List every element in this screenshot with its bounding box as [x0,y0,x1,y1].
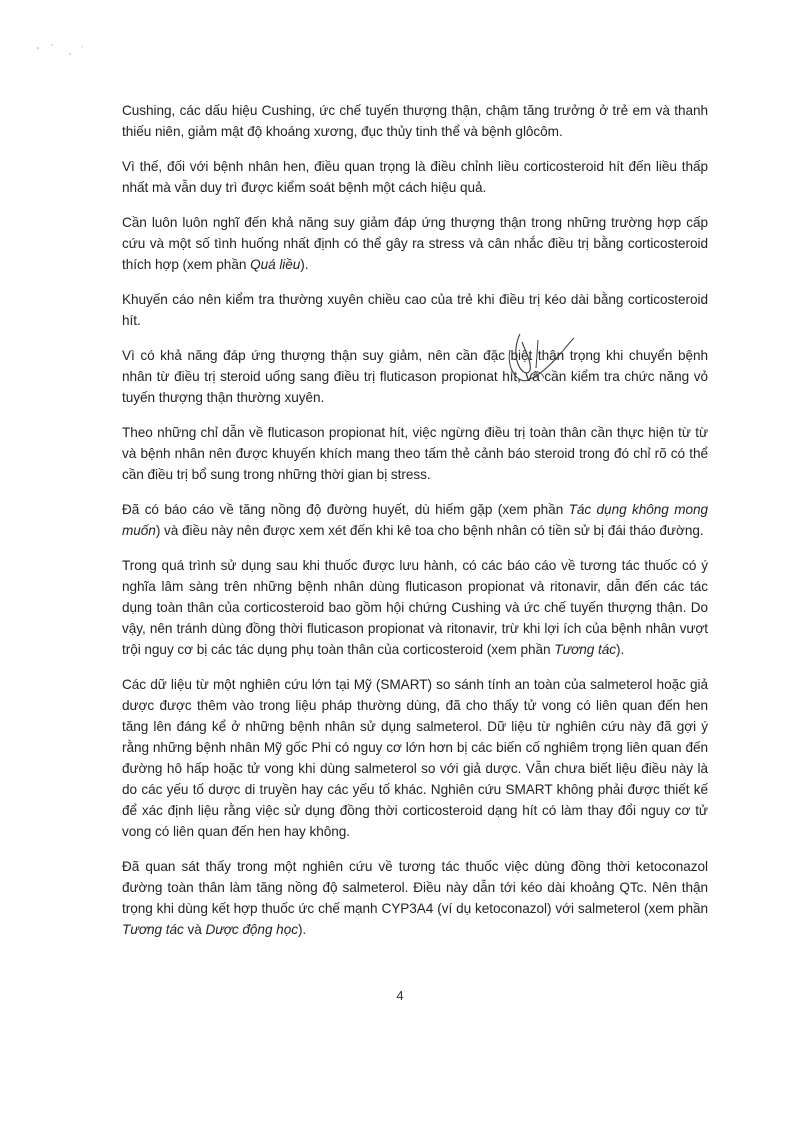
paragraph [122,856,708,940]
handwritten-signature [492,330,582,390]
scan-specks [34,40,94,70]
text-run: Đã có báo cáo về tăng nồng độ đường huyết, dù hiếm gặp (xem phần [122,502,569,517]
page-number: 4 [396,988,404,1003]
paragraph [122,156,708,198]
italic-reference: Quá liều [250,257,301,272]
text-run: Đã quan sát thấy trong một nghiên cứu về tương tác thuốc việc dùng đồng thời ketoconazol đường toàn thân làm tăng nồng độ salmeterol. Điều này dẫn tới kéo dài khoảng QTc. Nên thận trọng khi dùng kết hợp thuốc ức chế mạnh CYP3A4 (ví dụ ketoconazol) với salmeterol (xem phần [122,859,708,916]
paragraph [122,100,708,142]
italic-reference: Dược động học [205,922,298,937]
paragraph [122,674,708,842]
paragraph [122,422,708,485]
paragraph [122,289,708,331]
text-run: và [183,922,206,937]
paragraph [122,212,708,275]
text-run: Vì thế, đối với bệnh nhân hen, điều quan trọng là điều chỉnh liều corticosteroid hít đến liều thấp nhất mà vẫn duy trì được kiểm soát bệnh một cách hiệu quả. [122,159,708,195]
text-run: Vì có khả năng đáp ứng thượng thận suy giảm, nên cần đặc biệt thận trọng khi chuyển bệnh nhân từ điều trị steroid uống sang điều trị fluticason propionat hít, và cần kiểm tra chức năng vỏ tuyến thượng thận thường xuyên. [122,348,708,405]
paragraph [122,499,708,541]
text-run: ). [297,922,307,937]
text-run: Theo những chỉ dẫn về fluticason propionat hít, việc ngừng điều trị toàn thân cần thực hiện từ từ và bệnh nhân nên được khuyến khích mang theo tấm thẻ cảnh báo steroid trong đó chỉ rõ có thể cần điều trị bổ sung trong những thời gian bị stress. [122,425,708,482]
text-run: Các dữ liệu từ một nghiên cứu lớn tại Mỹ (SMART) so sánh tính an toàn của salmeterol hoặc giả dược được thêm vào trong liệu pháp thường dùng, đã cho thấy tử vong có liên quan đến hen tăng lên đáng kể ở những bệnh nhân sử dụng salmeterol. Dữ liệu từ nghiên cứu này đã gợi ý rằng những bệnh nhân Mỹ gốc Phi có nguy cơ lớn hơn bị các biến cố nghiêm trọng liên quan đến đường hô hấp hoặc tử vong khi dùng salmeterol so với giả dược. Vẫn chưa biết liệu điều này là do các yếu tố dược di truyền hay các yếu tố khác. Nghiên cứu SMART không phải được thiết kế để xác định liệu rằng việc sử dụng đồng thời corticosteroid dạng hít có làm thay đổi nguy cơ tử vong có liên quan đến hen hay không. [122,677,708,839]
text-run: Cần luôn luôn nghĩ đến khả năng suy giảm đáp ứng thượng thận trong những trường hợp cấp cứu và một số tình huống nhất định có thể gây ra stress và cân nhắc điều trị bằng corticosteroid thích hợp (xem phần [122,215,708,272]
italic-reference: Tương tác [554,642,616,657]
text-run: Cushing, các dấu hiệu Cushing, ức chế tuyến thượng thận, chậm tăng trưởng ở trẻ em và thanh thiếu niên, giảm mật độ khoáng xương, đục thủy tinh thể và bệnh glôcôm. [122,103,708,139]
text-run: ). [300,257,309,272]
italic-reference: Tác dụng không mong muốn [122,502,709,538]
text-run: Trong quá trình sử dụng sau khi thuốc được lưu hành, có các báo cáo về tương tác thuốc có ý nghĩa lâm sàng trên những bệnh nhân dùng fluticason propionat và ritonavir, dẫn đến các tác dụng toàn thân của corticosteroid bao gồm hội chứng Cushing và ức chế tuyến thượng thận. Do vậy, nên tránh dùng đồng thời fluticason propionat và ritonavir, trừ khi lợi ích của bệnh nhân vượt trội nguy cơ bị các tác dụng phụ toàn thân của corticosteroid (xem phần [122,558,708,657]
text-run: ). [615,642,625,657]
text-run: Khuyến cáo nên kiểm tra thường xuyên chiều cao của trẻ khi điều trị kéo dài bằng corticosteroid hít. [122,292,708,328]
italic-reference: Tương tác [122,922,184,937]
paragraph [122,555,708,660]
paragraph [122,345,708,408]
document-body [122,100,708,954]
text-run: ) và điều này nên được xem xét đến khi kê toa cho bệnh nhân có tiền sử bị đái tháo đường. [155,523,704,538]
